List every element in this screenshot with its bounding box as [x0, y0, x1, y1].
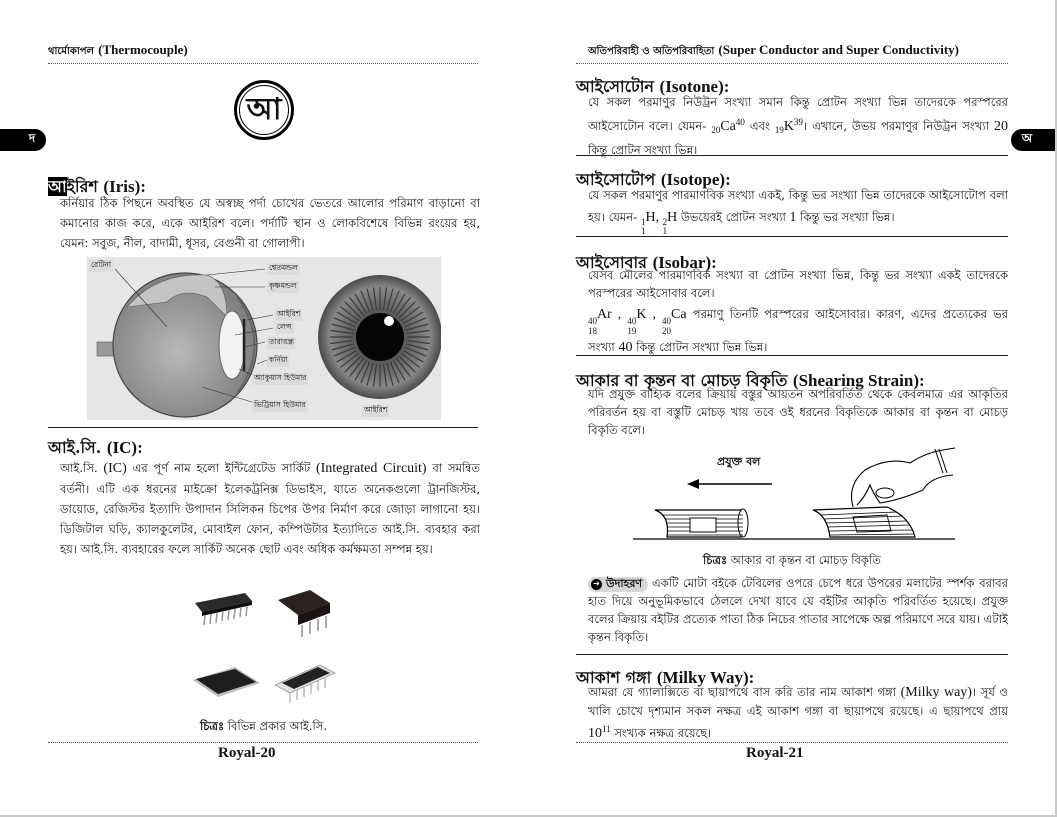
thumb-tab-letter: অ [1021, 131, 1033, 145]
ic-text-abbr: (IC) [103, 461, 127, 476]
section-divider [576, 236, 1008, 237]
milky-way-text-en: (Milky way) [900, 685, 972, 700]
iris-heading-bn: ইরিশ [66, 177, 98, 196]
example-badge [588, 577, 648, 592]
isotope-proton-number: 1 [789, 210, 797, 225]
k-symbol: K [636, 307, 647, 322]
milky-way-text-2: । সূর্য ও খালি চোখে দৃশ্যমান সকল নক্ষত্র এই আকাশ গঙ্গা বা ছায়াপথে রয়েছে। এ ছায়াপথে প্রায় [588, 685, 1008, 718]
section-divider [576, 654, 1008, 655]
running-head-bn: অতিপরিবাহী ও অতিপরিবাহিতা [588, 46, 715, 57]
page-number-right: Royal-21 [746, 745, 804, 761]
label-iris-caption: আইরিশ [362, 405, 389, 417]
isotope-comma: , [655, 210, 663, 225]
ic-figure-caption [200, 718, 327, 737]
ca-atomic-number: 20 [711, 125, 721, 136]
isobar-text-2: পরমাণু তিনটি পরস্পরের আইসোবার। কারণ, এদের প্রত্যেকের ভর সংখ্যা [588, 307, 1009, 354]
isotope-paragraph [588, 184, 1008, 236]
ic-chip-smd [193, 667, 260, 697]
label-lens: লেন্স [275, 322, 294, 334]
isotope-heading-bn: আইসোটোপ [576, 170, 656, 189]
running-head-left [48, 42, 188, 61]
isobar-sep-2: , [646, 307, 663, 322]
ic-text-3: বা সমন্বিত বর্তনী। এটি এক ধরনের মাইক্রো ইলেকট্রনিক্স ডিভাইস, যাতে অনেকগুলো ট্রানজিস্টর, ডায়োড, রেজিস্টর ইত্যাদি উপাদান সিলিকন চিপের উপর নির্মাণ করে জোড়া লাগানো হয়। ডিজিটাল ঘড়ি, ক্যালকুলেটর, মোবাইল ফোন, কম্পিউটার ইত্যাদিতে আই.সি. ব্যবহার করা হয়। আই.সি. ব্যবহারের ফলে সার্কিট অনেক ছোট এবং অধিক কর্মক্ষমতা সম্পন্ন হয়। [60, 461, 480, 556]
shearing-caption-text: আকার বা কৃন্তন বা মোচড় বিকৃতি [727, 553, 881, 567]
h2-symbol: H [667, 210, 678, 225]
isobar-sep-1: , [611, 307, 628, 322]
label-cornea: কর্নিয়া [267, 355, 289, 367]
iris-paragraph: কর্নিয়ার ঠিক পিছনে অবস্থিত যে অস্বচ্ছ পর্দা চোখের ভেতরে আলোর পরিমাণ বাড়ানো বা কমানোর কাজ করে, একে আইরিশ বলে। পর্দাটি স্থান ও লোকবিশেষে বিভিন্ন রংয়ের হয়, যেমন: সবুজ, নীল, বাদামী, ধূসর, বেগুনী বা গোলাপী। [60, 196, 480, 250]
ca-mass-number: 40 [735, 117, 745, 127]
header-divider [48, 63, 478, 64]
header-divider [576, 63, 1008, 64]
iris-heading-highlight: আ [48, 177, 67, 196]
k-atomic-number: 19 [774, 125, 784, 136]
ic-chip-dip8 [278, 590, 330, 637]
left-page [0, 0, 528, 815]
milky-way-text-1: আমরা যে গ্যালাক্সিতে বা ছায়াপথে বাস করি তার নাম আকাশ গঙ্গা [588, 685, 901, 699]
shearing-heading-bn: আকার বা কৃন্তন বা মোচড় বিকৃতি [576, 371, 788, 390]
ic-heading-en: (IC): [106, 438, 143, 457]
label-choroid: কৃষ্ণমন্ডল [267, 281, 299, 293]
running-head-en: (Thermocouple) [98, 42, 188, 57]
isotone-heading-bn: আইসোটোন [576, 77, 654, 96]
footer-divider [48, 742, 478, 743]
isobar-mass-number: 40 [618, 340, 633, 355]
shearing-figure-caption [703, 552, 881, 571]
isotone-and: এবং [744, 118, 775, 133]
isobar-heading-bn: আইসোবার [576, 253, 647, 272]
h1-mass-number: 1 [640, 217, 646, 227]
isotone-neutron-number: 20 [994, 118, 1008, 134]
thumb-tab-letter: দ [28, 131, 36, 145]
ic-paragraph [60, 458, 480, 559]
ic-caption-text: বিভিন্ন প্রকার আই.সি. [224, 719, 328, 733]
isobar-paragraph-2 [588, 303, 1008, 359]
section-divider [48, 427, 478, 428]
isotope-text-1: যে সকল পরমাণুর পারমাণবিক সংখ্যা একই, কিন্তু ভর সংখ্যা ভিন্ন তাদেরকে আইসোটোপ বলা হয়। যেমন- [588, 188, 1008, 224]
ic-text-1: আই.সি. [60, 461, 104, 475]
section-divider [576, 155, 1008, 156]
running-head-bn: থার্মোকাপল [48, 46, 94, 57]
ic-text-2: এর পূর্ণ নাম হলো ইন্টিগ্রেটেড সার্কিট [126, 461, 316, 475]
milky-way-heading-en: (Milky Way): [656, 668, 755, 687]
label-iris: আইরিশ [275, 309, 302, 321]
shearing-strain-figure [625, 445, 965, 545]
iris-heading-en: (Iris): [103, 177, 146, 196]
star-count-base: 10 [588, 725, 602, 741]
footer-divider [576, 742, 1008, 743]
ic-caption-label: চিত্রঃ [200, 719, 225, 733]
page-number-left: Royal-20 [218, 745, 276, 761]
k-mass-number: 39 [794, 117, 804, 127]
ic-chip-dip16 [195, 593, 252, 625]
shearing-paragraph: যদি প্রযুক্ত বাহ্যিক বলের ক্রিয়ায় বস্তুর আয়তন অপরিবর্তিত থেকে কেবলমাত্র এর আকৃতির পরিবর্তন হয় বা বস্তুটি মোচড় খায় তবে ওই ধরনের বিকৃতিকে আকার বা কৃন্তন বা মোচড় বিকৃতি বলে। [588, 387, 1008, 437]
ar-atomic-number: 18 [588, 326, 597, 336]
ca-symbol: Ca [720, 118, 736, 134]
eye-anatomy-figure [87, 257, 441, 420]
milky-way-text-3: সংখ্যক নক্ষত্র রয়েছে। [610, 725, 712, 740]
isotope-text-3: কিন্তু ভর সংখ্যা ভিন্ন। [796, 210, 895, 224]
shearing-heading-en: (Shearing Strain): [792, 371, 925, 390]
star-count-exponent: 11 [602, 724, 611, 734]
section-letter: আ [246, 91, 282, 127]
isotone-text-1: যে সকল পরমাণুর নিউট্রন সংখ্যা সমান কিন্তু প্রোটন সংখ্যা ভিন্ন তাদেরকে পরস্পরের আইসোটোন বলে। যেমন- [588, 95, 1008, 133]
isotone-text-2: । এখানে, উভয় পরমাণুর নিউট্রন সংখ্যা [803, 118, 994, 133]
thumb-index-tab [1011, 129, 1057, 151]
h1-symbol: H [645, 210, 656, 225]
example-paragraph [588, 574, 1008, 646]
label-aqueous-humour: অ্যাকুয়াস হিউমার [252, 373, 308, 385]
thumb-index-tab [0, 129, 46, 151]
ic-text-en: (Integrated Circuit) [315, 461, 427, 476]
shearing-strain-illustration [625, 445, 965, 545]
example-text: একটি মোটা বইকে টেবিলের ওপরে চেপে ধরে উপরের মলাটের স্পর্শক বরাবর হাত দিয়ে অনুভূমিকভাবে ঠেললে দেখা যাবে যে বইটির আকৃতি পরিবর্তিত হয়েছে। প্রযুক্ত বলের ক্রিয়ায় বইটির প্রত্যেক পাতা ঠিক নিচের পাতার সাপেক্ষে অল্প পরিমাণে সরে যায়। এটাই কৃন্তন বিকৃতি। [588, 576, 1008, 644]
ca-atomic-number: 20 [662, 326, 672, 336]
section-letter-badge [234, 80, 294, 140]
isotope-text-2: উভয়েরই প্রোটন সংখ্যা [677, 210, 790, 224]
isotone-paragraph [588, 92, 1008, 160]
ar-mass-number: 40 [588, 316, 597, 326]
shearing-caption-label: চিত্রঃ [703, 553, 728, 567]
ca-symbol: Ca [671, 307, 687, 322]
applied-force-label: প্রযুক্ত বল [717, 455, 761, 468]
isotone-text-3: কিন্তু প্রোটন সংখ্যা ভিন্ন। [588, 143, 698, 158]
running-head-right [588, 42, 959, 61]
h1-atomic-number: 1 [640, 226, 646, 236]
ic-chips-figure [190, 585, 340, 715]
isotone-heading-en: (Isotone): [659, 77, 730, 96]
h2-mass-number: 2 [662, 217, 668, 227]
right-page [528, 0, 1057, 815]
isobar-text-3: কিন্তু প্রোটন সংখ্যা ভিন্ন ভিন্ন। [632, 340, 768, 354]
label-sclera: শ্বেতমন্ডল [267, 263, 300, 275]
ic-chips-illustration [190, 585, 340, 715]
label-pupil: তারারন্ধ্র [267, 337, 296, 349]
k-mass-number: 40 [627, 316, 637, 326]
label-retina: রেটিনা [89, 260, 113, 272]
k-atomic-number: 19 [627, 326, 637, 336]
ic-chip-ceramic [275, 665, 335, 703]
milky-way-heading-bn: আকাশ গঙ্গা [576, 668, 652, 687]
ca-mass-number: 40 [662, 316, 672, 326]
ar-symbol: Ar [597, 307, 612, 322]
milky-way-paragraph [588, 683, 1008, 743]
isotope-heading-en: (Isotope): [660, 170, 731, 189]
label-vitreous-humour: ভিট্রিয়াস হিউমার [252, 400, 308, 412]
isobar-heading-en: (Isobar): [652, 253, 717, 272]
section-divider [576, 355, 1008, 356]
arrow-right-icon: ➜ [591, 579, 602, 590]
ic-heading-bn: আই.সি. [48, 438, 102, 457]
isobar-paragraph-1: যেসব মৌলের পারমাণবিক সংখ্যা বা প্রোটন সংখ্যা ভিন্ন, কিন্তু ভর সংখ্যা একই তাদেরকে পরস্পরের আইসোবার বলে। [588, 268, 1008, 300]
example-label: উদাহরণ [606, 577, 643, 590]
eye-illustration [87, 257, 441, 420]
running-head-en: (Super Conductor and Super Conductivity) [718, 42, 959, 57]
k-symbol: K [783, 118, 795, 134]
h2-atomic-number: 1 [662, 226, 668, 236]
